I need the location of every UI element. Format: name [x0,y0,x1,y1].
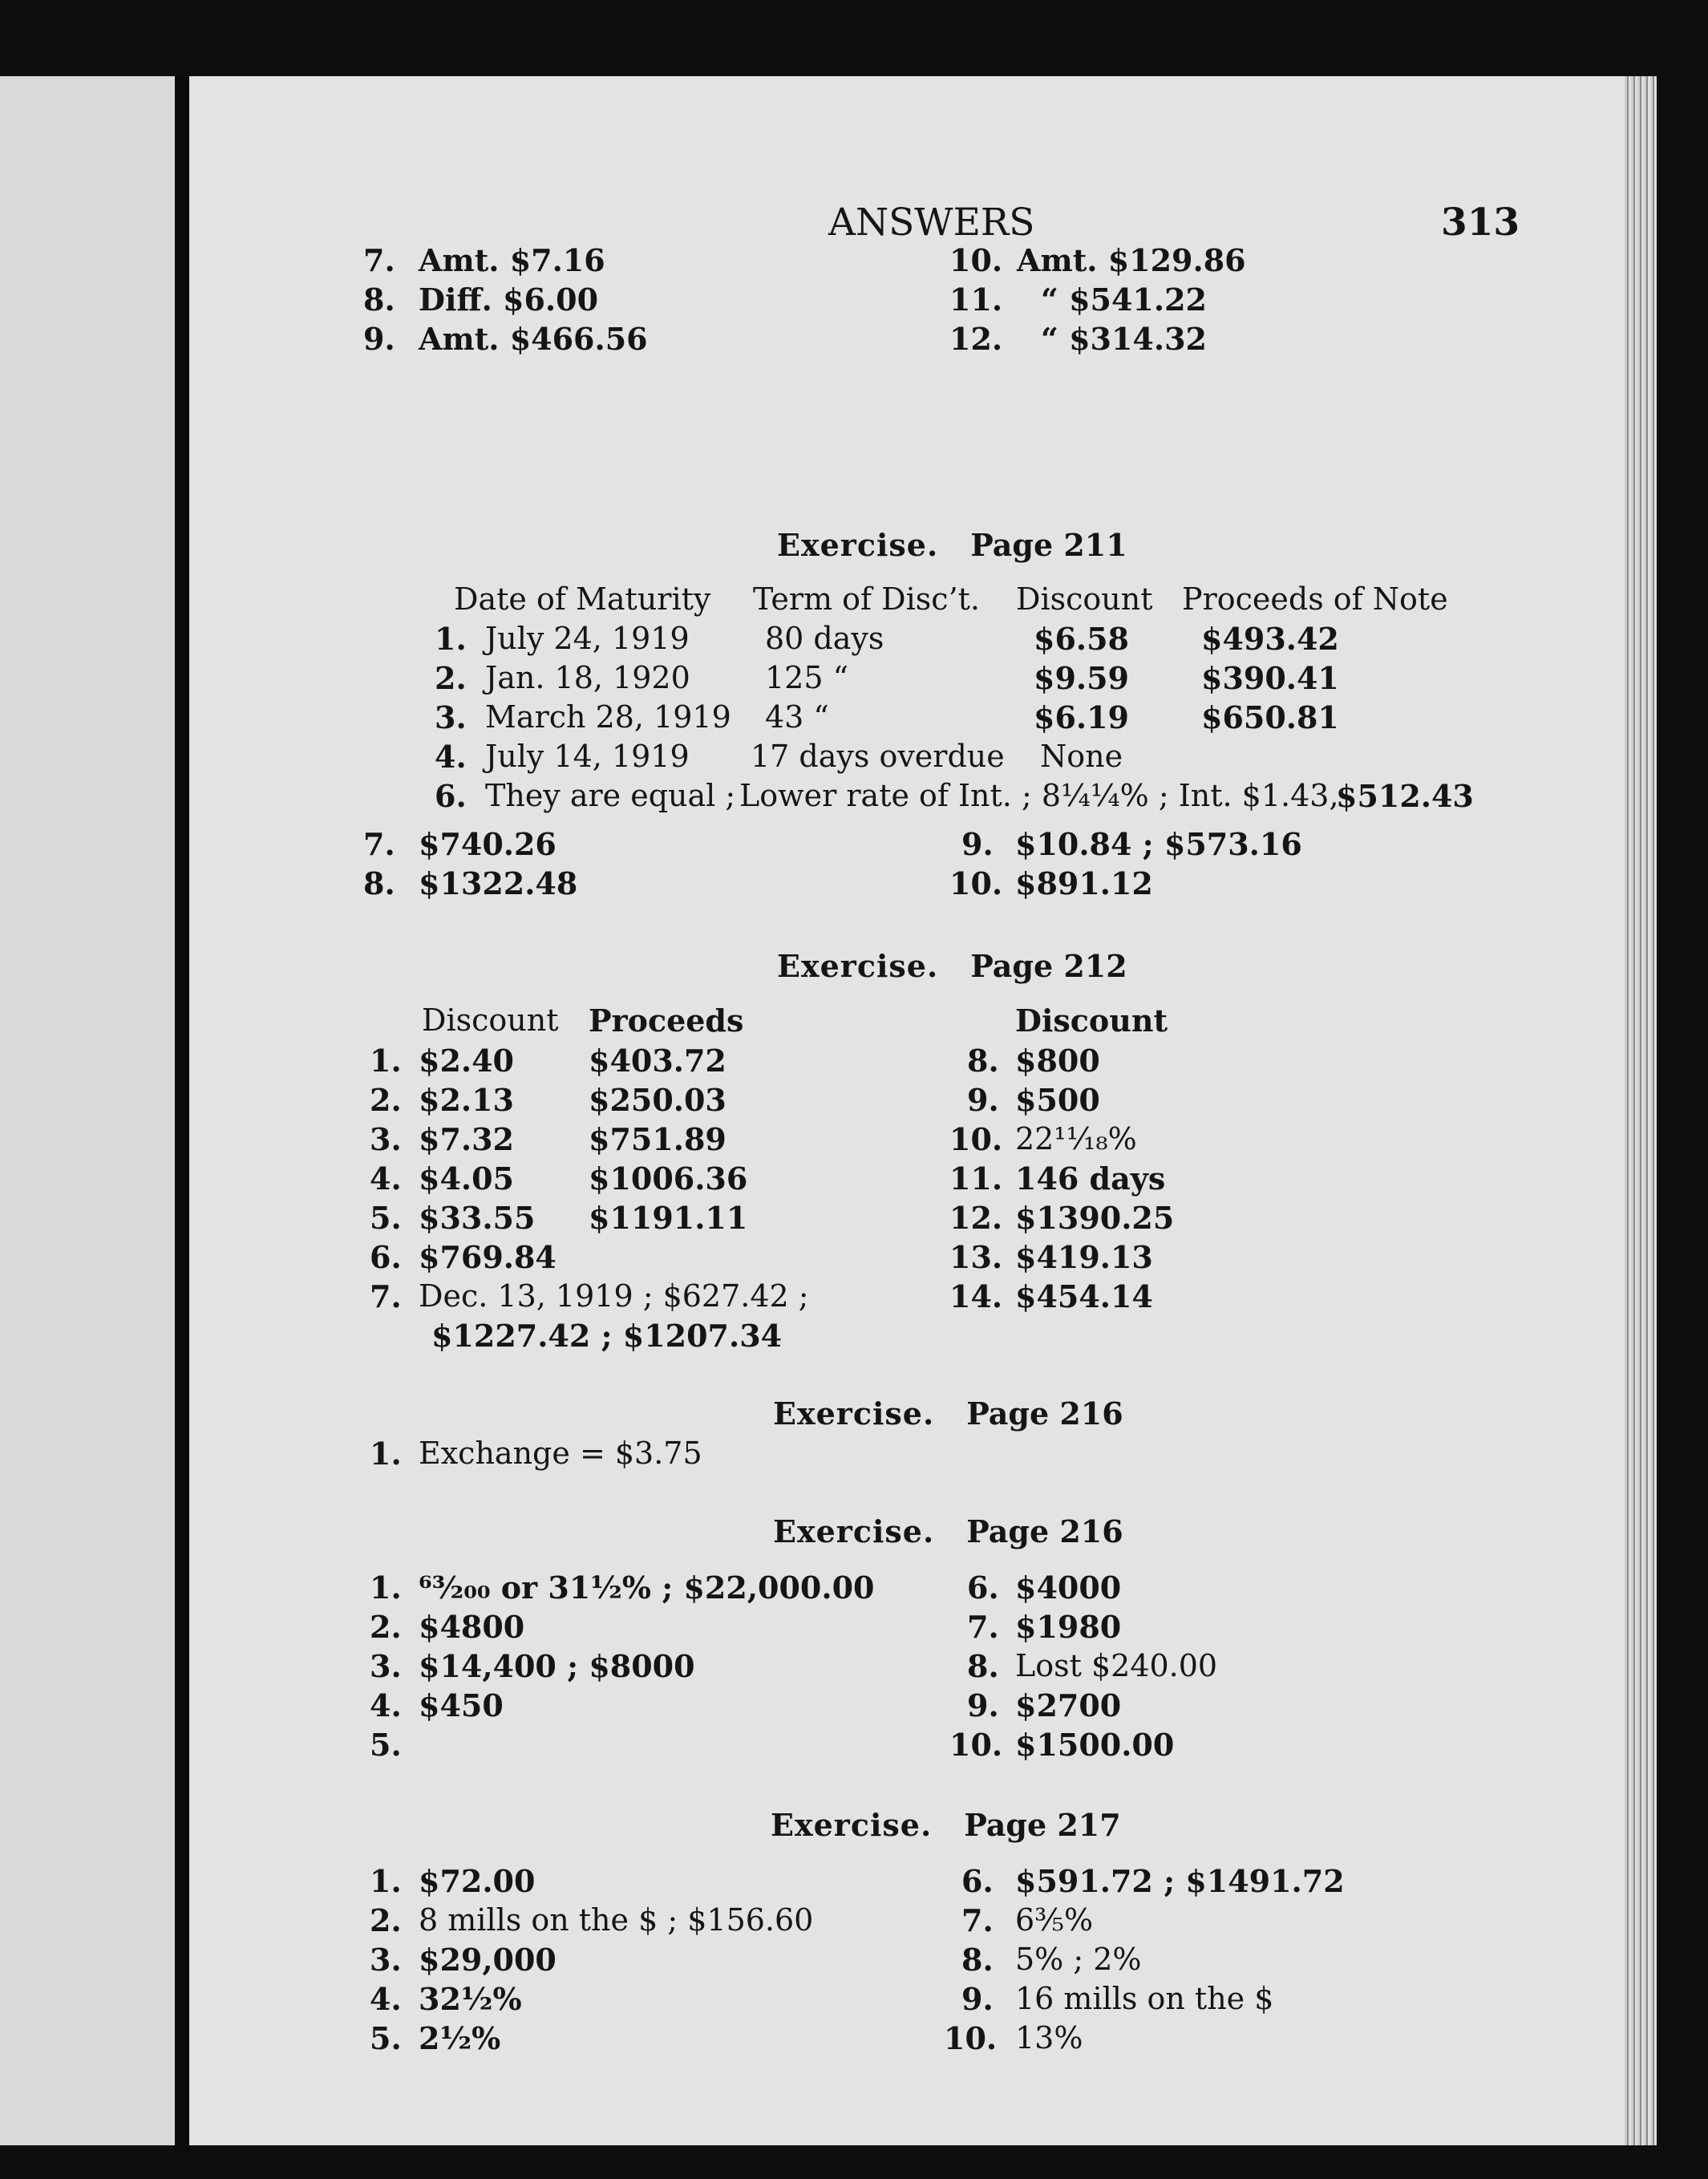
discount: $7.32 [419,1121,514,1157]
answer-text: 5% ; 2% [1015,1942,1142,1977]
answer-text: $10.84 ; $573.16 [1015,826,1302,862]
proceeds: $1006.36 [589,1160,748,1197]
answer-num: 4. [370,1981,402,2017]
answer-text: “ $541.22 [1041,281,1207,318]
answer-num: 2. [435,660,467,696]
answer-num: 6. [370,1239,402,1275]
proceeds: $250.03 [589,1082,727,1118]
column-header: Proceeds of Note [1182,581,1448,617]
exercise-heading [777,948,1127,984]
answer-num: 13. [949,1239,1003,1275]
answer-text: 146 days [1015,1160,1166,1197]
answer-text: $1390.25 [1015,1200,1175,1236]
discount: $6.58 [1034,621,1129,657]
column-header: Term of Disc’t. [753,581,981,617]
answer-num: 2. [370,1082,402,1118]
answer-num: 3. [435,699,467,735]
answer-text: Diff. $6.00 [419,281,599,318]
answer-text: $1227.42 ; $1207.34 [431,1318,783,1354]
exercise-label: Exercise. [771,1807,933,1843]
answer-text: ⁶³⁄₂₀₀ or 31½% ; $22,000.00 [419,1569,875,1606]
facing-page [0,76,175,2145]
answer-num: 5. [370,2020,402,2056]
answer-text: $512.43 [1336,778,1474,814]
page-number: 313 [1441,200,1520,245]
discount: $2.13 [419,1082,514,1118]
answer-num: 1. [435,621,467,657]
term: 17 days overdue [751,739,1005,774]
answer-num: 4. [370,1687,402,1723]
answer-text: Amt. $7.16 [419,242,605,278]
answer-text: $4800 [419,1609,525,1645]
answer-text: $740.26 [419,826,557,862]
answer-text: Lower rate of Int. ; 8¼¼% ; Int. $1.43, [739,778,1339,813]
answer-text: $4000 [1015,1569,1122,1606]
answer-num: 7. [961,1902,994,1938]
answer-text: $2700 [1015,1687,1122,1723]
term: 43 “ [765,699,829,735]
answer-num: 1. [370,1436,402,1472]
answer-num: 11. [949,281,1003,318]
exercise-heading [773,1513,1123,1549]
answer-num: 7. [370,1278,402,1314]
discount: $6.19 [1034,699,1129,735]
answer-text: Amt. $466.56 [419,321,648,357]
answer-text: Lost $240.00 [1015,1648,1218,1683]
answer-num: 10. [949,1727,1003,1763]
exercise-page: Page 216 [966,1395,1123,1432]
maturity-date: July 24, 1919 [485,621,690,656]
answer-num: 8. [363,865,395,901]
answer-num: 10. [949,242,1003,278]
answer-num: 10. [944,2020,998,2056]
term: 80 days [765,621,884,656]
column-header: Discount [1015,1002,1168,1039]
column-header: Discount [422,1002,559,1038]
discount: $4.05 [419,1160,514,1197]
answer-num: 3. [370,1942,402,1978]
answer-text: Amt. $129.86 [1017,242,1246,278]
answer-text: 32½% [419,1981,522,2017]
answer-text: $891.12 [1015,865,1153,901]
answer-num: 14. [949,1278,1003,1314]
answer-text: $419.13 [1015,1239,1153,1275]
answer-num: 12. [949,1200,1003,1236]
term: 125 “ [765,660,849,695]
answer-text: Dec. 13, 1919 ; $627.42 ; [419,1278,809,1314]
answer-num: 10. [949,1121,1003,1157]
proceeds: $390.41 [1201,660,1339,696]
discount: $33.55 [419,1200,536,1236]
exercise-page: Page 212 [970,948,1127,984]
answer-num: 9. [961,1981,994,2017]
discount: $9.59 [1034,660,1129,696]
exercise-page: Page 217 [964,1807,1121,1843]
exercise-heading [771,1807,1121,1843]
answer-num: 9. [363,321,395,357]
answer-text: $1322.48 [419,865,578,901]
discount: $769.84 [419,1239,557,1275]
answer-text: 8 mills on the $ ; $156.60 [419,1902,814,1938]
answer-num: 6. [967,1569,999,1606]
answer-num: 1. [370,1863,402,1899]
exercise-page: Page 211 [970,527,1127,563]
answer-text: “ $314.32 [1041,321,1207,357]
proceeds: $403.72 [589,1043,727,1079]
proceeds: $650.81 [1201,699,1339,735]
answer-text: $450 [419,1687,504,1723]
discount: None [1040,739,1123,774]
maturity-date: July 14, 1919 [485,739,690,774]
answer-num: 7. [363,826,395,862]
answer-num: 9. [967,1082,999,1118]
answer-num: 3. [370,1648,402,1684]
page-edge [1625,76,1657,2145]
answer-text: $454.14 [1015,1278,1153,1314]
exercise-heading [777,527,1127,563]
answer-text: $29,000 [419,1942,557,1978]
answer-text: $14,400 ; $8000 [419,1648,695,1684]
proceeds: $751.89 [589,1121,727,1157]
page-title: ANSWERS [828,200,1035,245]
maturity-date: March 28, 1919 [485,699,731,735]
exercise-page: Page 216 [966,1513,1123,1549]
proceeds: $493.42 [1201,621,1339,657]
answer-page [189,76,1657,2145]
answer-num: 11. [949,1160,1003,1197]
answer-num: 8. [967,1043,999,1079]
answer-num: 8. [967,1648,999,1684]
answer-text: 13% [1015,2020,1083,2055]
answer-num: 1. [370,1569,402,1606]
column-header: Proceeds [589,1002,744,1039]
exercise-heading [773,1395,1123,1432]
answer-num: 12. [949,321,1003,357]
answer-num: 9. [961,826,994,862]
answer-text: $800 [1015,1043,1100,1079]
answer-num: 5. [370,1727,402,1763]
answer-text: 16 mills on the $ [1015,1981,1274,2016]
answer-num: 7. [967,1609,999,1645]
answer-text: 2½% [419,2020,501,2056]
book-spine [175,76,189,2153]
answer-num: 4. [435,739,467,775]
answer-num: 1. [370,1043,402,1079]
answer-num: 4. [370,1160,402,1197]
answer-num: 2. [370,1902,402,1938]
answer-text: Exchange = $3.75 [419,1436,702,1471]
answer-text: They are equal ; [485,778,736,813]
answer-num: 8. [961,1942,994,1978]
answer-text: $1500.00 [1015,1727,1175,1763]
answer-num: 3. [370,1121,402,1157]
column-header: Date of Maturity [454,581,711,617]
answer-text: $1980 [1015,1609,1122,1645]
maturity-date: Jan. 18, 1920 [485,660,690,695]
exercise-label: Exercise. [773,1513,935,1549]
answer-text: 6⅗% [1015,1902,1094,1938]
column-header: Discount [1016,581,1153,617]
answer-num: 8. [363,281,395,318]
answer-num: 9. [967,1687,999,1723]
proceeds: $1191.11 [589,1200,748,1236]
answer-text: $500 [1015,1082,1100,1118]
answer-num: 7. [363,242,395,278]
answer-text: $591.72 ; $1491.72 [1015,1863,1345,1899]
answer-num: 6. [435,778,467,814]
answer-text: $72.00 [419,1863,536,1899]
answer-num: 2. [370,1609,402,1645]
exercise-label: Exercise. [777,527,939,563]
exercise-label: Exercise. [773,1395,935,1432]
exercise-label: Exercise. [777,948,939,984]
answer-num: 6. [961,1863,994,1899]
answer-text: 22¹¹⁄₁₈% [1015,1121,1137,1156]
discount: $2.40 [419,1043,514,1079]
answer-num: 5. [370,1200,402,1236]
answer-num: 10. [949,865,1003,901]
